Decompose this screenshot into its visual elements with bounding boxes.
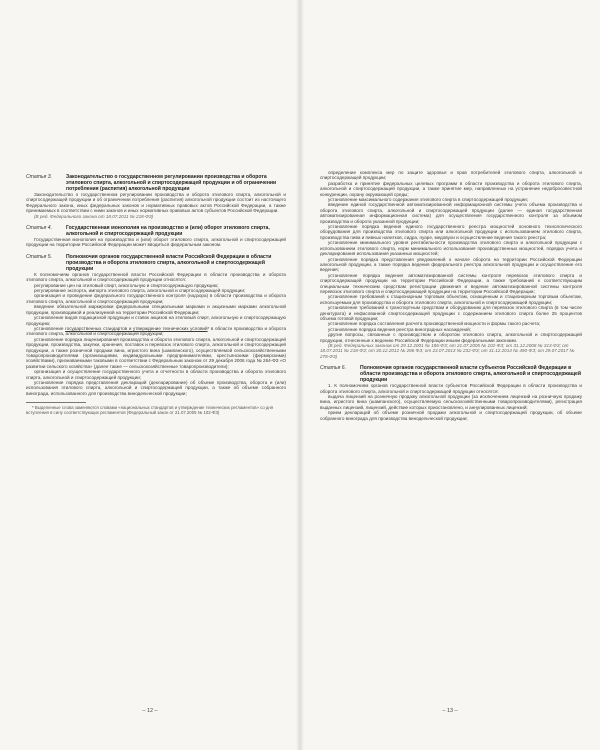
- book-gutter: [296, 0, 304, 750]
- paragraph: другие вопросы, связанные с производством и оборотом этилового спирта, алкогольной и спиртосодержащей продукции, отнесенные к ведению Российской Федерации иными федеральными законами.: [320, 332, 582, 343]
- paragraph-text: * в области производства и оборота этилового спирта, алкогольной и спиртосодержащей продукции;: [26, 325, 286, 337]
- paragraph: К полномочиям органов государственной власти Российской Федерации в области производства и оборота этилового спирта, алкогольной и спиртосодержащей продукции относятся:: [26, 271, 286, 283]
- paragraph: Государственная монополия на производство и (или) оборот этилового спирта, алкогольной и спиртосодержащей продукции на территории Российской Федерации может вводиться федеральным законом.: [26, 237, 286, 248]
- right-page: [300, 0, 600, 750]
- paragraph: разработка и принятие федеральных целевых программ в области производства и оборота этилового спирта, алкогольной и спиртосодержащей продукции, а также принятие мер, направленных на устранение недобросовестной конкуренции, охрану окружающей среды;: [320, 180, 582, 197]
- article-5-heading: [26, 254, 286, 272]
- right-text-column: [320, 170, 582, 421]
- paragraph: регулирование цен на этиловый спирт, алкогольную и спиртосодержащую продукцию;: [34, 282, 219, 288]
- page-number: – 12 –: [142, 708, 158, 714]
- left-text-column: [26, 170, 286, 415]
- paragraph: установление максимального содержания этилового спирта в спиртосодержащей продукции;: [328, 197, 528, 203]
- paragraph: выдача лицензий на розничную продажу алкогольной продукции (за исключением лицензий на розничную продажу вина, игристого вина (шампанского), осуществляемую сельскохозяйственными товаропроизводителями), регистрация выданных лицензий, лицензий, действие которых приостановлено, и аннулированных лицензий;: [320, 394, 582, 410]
- paragraph: установление порядка ведения единого государственного реестра мощностей основного технологического оборудования для производства этилового спирта или алкогольной продукции с использованием этилового спирта, производства пива и пивных напитков, сидра, пуаре, медовухи и осуществление ведения такого реестра;: [320, 224, 582, 240]
- paragraph: определение комплекса мер по защите здоровья и прав потребителей этилового спирта, алкогольной и спиртосодержащей продукции;: [320, 170, 582, 181]
- paragraph: 1. К полномочиям органов государственной власти субъектов Российской Федерации в области производства и оборота этилового спирта, алкогольной и спиртосодержащей продукции относятся:: [320, 383, 582, 394]
- article-title: Законодательство о государственном регулировании производства и оборота этилового спирта, алкогольной и спиртосодержащей продукции и об ограничении потребления (распития) алкогольной продукции: [66, 174, 277, 192]
- paragraph: установление порядка представления уведомлений о начале оборота на территории Российской Федерации алкогольной продукции, а также порядка ведения федерального реестра алкогольной продукции и осуществление его ведения;: [320, 256, 582, 273]
- paragraph: установление порядка ведения реестра виноградных насаждений;: [328, 326, 471, 332]
- article-title: Полномочия органов государственной власти Российской Федерации в области производства и оборота этилового спирта, алкогольной и спиртосодержащей продукции: [66, 253, 272, 272]
- paragraph: Законодательство о государственном регулировании производства и оборота этилового спирта, алкогольной и спиртосодержащей продукции и об ограничении потребления (распития) алкогольной продукции состоит из настоящего Федерального закона, иных федеральных законов и нормативных правовых актов Российской Федерации, а также принимаемых в соответствии с ними законов и иных нормативных правовых актов субъектов Российской Федерации.: [26, 192, 286, 214]
- article-3-heading: [26, 174, 286, 192]
- article-label: Статья 5.: [26, 253, 53, 260]
- paragraph: установление требований к транспортным средствам и оборудованию для перевозок этилового спирта (в том числе денатурата) и нефасованной спиртосодержащей продукции с содержанием этилового спирта более 25 процентов объема готовой продукции;: [320, 305, 582, 321]
- article-title: Государственная монополия на производство и (или) оборот этилового спирта, алкогольной и спиртосодержащей продукции: [66, 225, 270, 238]
- article-label: Статья 3.: [26, 174, 53, 180]
- paragraph: [26, 326, 286, 337]
- footnote: * Выделенные слова заменяются словами «национальных стандартов и утверждение технических регламентов» со дня вступления в силу соответствующих регламентов (Федеральный закон от 21.07.2005 № 102-ФЗ): [26, 405, 274, 416]
- paragraph: установление минимального уровня рентабельности производства этилового спирта и алкогольной продукции с использованием этилового спирта, норм минимального использования производственных мощностей, порядка учета и декларирования использования указанных мощностей;: [320, 240, 582, 257]
- paragraph: установление порядка представления деклараций (декларирование) об объеме производства, оборота и (или) использования этилового спирта, алкогольной и спиртосодержащей продукции, а также об объеме собранного винограда, использованного для производства винодельческой продукции;: [26, 379, 286, 396]
- amendment-note: (В ред. Федерального закона от 18.07.2011 № 218-ФЗ): [34, 213, 154, 219]
- page-number: – 13 –: [442, 708, 458, 714]
- paragraph: установление порядка лицензирования производства и оборота этилового спирта, алкогольной и спиртосодержащей продукции, производства, закупки, хранения, поставок и перевозок этилового спирта, алкогольной и спиртосодержащей продукции, а также розничной продажи вина, игристого вина (шампанского), осуществляемой сельскохозяйственными товаропроизводителями (организациями, индивидуальными предпринимателями, крестьянскими (фермерскими) хозяйствами), признаваемыми таковыми в соответствии с Федеральным законом от 29 декабря 2006 года № 264-ФЗ «О развитии сельского хозяйства» (далее также — сельскохозяйственные товаропроизводители);: [26, 336, 286, 369]
- paragraph: прием деклараций об объеме розничной продажи алкогольной и спиртосодержащей продукции, об объеме собранного винограда для производства винодельческой продукции;: [320, 410, 582, 421]
- paragraph: установление порядка составления расчета производственной мощности и формы такого расчета;: [328, 321, 541, 327]
- article-title: Полномочия органов государственной власти субъектов Российской Федерации в области производства и оборота этилового спирта, алкогольной и спиртосодержащей продукции: [360, 365, 582, 384]
- paragraph: организация и проведение федерального государственного контроля (надзора) в области производства и оборота этилового спирта, алкогольной и спиртосодержащей продукции;: [26, 293, 286, 304]
- paragraph: организация и осуществление государственного учета и отчетности в области производства и оборота этилового спирта, алкогольной и спиртосодержащей продукции;: [26, 369, 286, 380]
- article-label: Статья 6.: [320, 365, 347, 372]
- paragraph: установление требований к стационарным торговым объектам, оснащенным и стационарным торговым объектам, используемым для производства и оборота этилового спирта, алкогольной и спиртосодержащей продукции;: [320, 294, 582, 305]
- paragraph: установление порядка ведения автоматизированной системы контроля перевозок этилового спирта и спиртосодержащей продукции на территории Российской Федерации, а также требований к соответствующим специальным техническим средствам регистрации движения и ведение автоматизированной системы контроля перевозок этилового спирта и спиртосодержащей продукции на территории Российской Федерации;: [320, 272, 582, 294]
- article-6-heading: [320, 365, 582, 383]
- article-label: Статья 4.: [26, 225, 53, 232]
- article-4-heading: [26, 225, 286, 237]
- footnote-divider: [26, 402, 86, 403]
- paragraph: введение единой государственной автоматизированной информационной системы учета объема производства и оборота этилового спирта, алкогольной и спиртосодержащей продукции (далее — единая государственная автоматизированная информационная система) для осуществления государственного контроля за объемом производства и оборота указанной продукции;: [320, 202, 582, 224]
- paragraph: регулирование экспорта, импорта этилового спирта, алкогольной и спиртосодержащей продукции;: [34, 288, 246, 294]
- underlined-phrase: государственных стандартов и утверждение технических условий: [65, 325, 208, 331]
- paragraph-text: установление: [34, 325, 64, 331]
- amendment-note: (В ред. Федеральных законов от 29.12.2001 № 186-ФЗ; от 21.07.2005 № 102-ФЗ; от 31.12.2008 № 313-ФЗ; от 18.07.2011 № 218-ФЗ; от 30.12.2012 № 286-ФЗ; от 23.07.2013 № 232-ФЗ; от 31.12.2014 № 490-ФЗ; от 29.07.2017 № 278-ФЗ): [320, 343, 575, 359]
- paragraph: введение обязательной маркировки федеральными специальными марками и акцизными марками алкогольной продукции, производимой и реализуемой на территории Российской Федерации;: [26, 304, 286, 315]
- paragraph: установление видов подакцизной продукции и ставок акцизов на этиловый спирт, алкогольную и спиртосодержащую продукцию;: [26, 315, 286, 326]
